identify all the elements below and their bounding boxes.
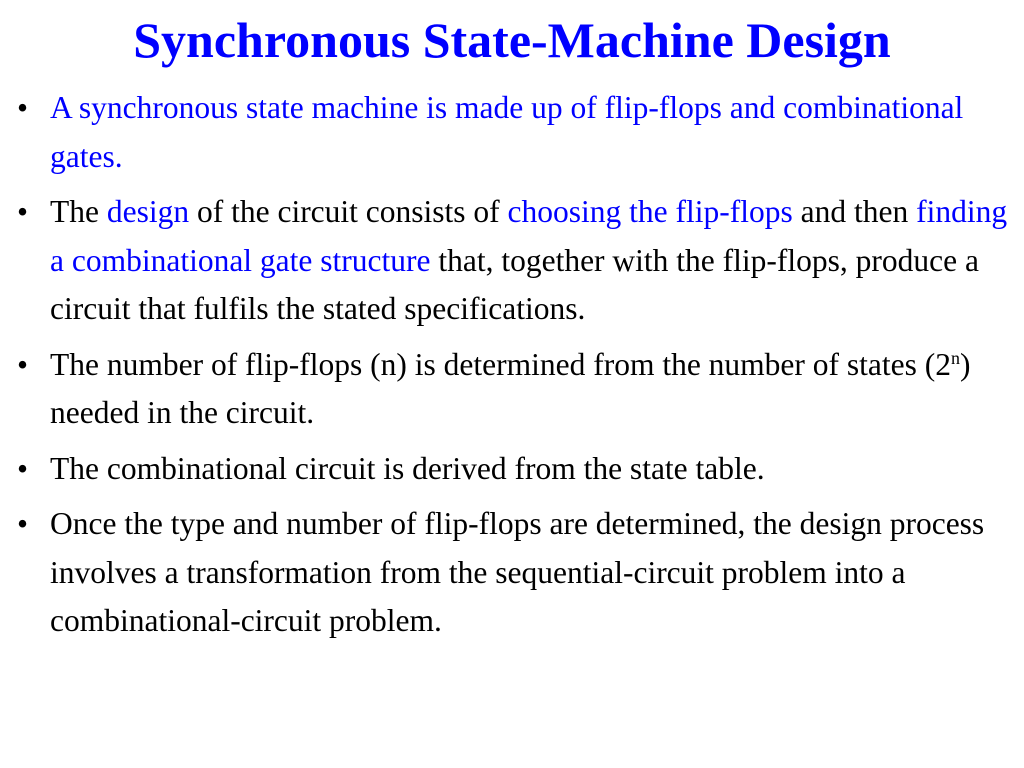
bullet-item-5 [17,500,1017,646]
bullet-icon: • [17,194,29,229]
bullet-text: The combinational circuit is derived from the state table. [50,450,765,486]
slide-title: Synchronous State-Machine Design [133,12,891,68]
bullet-icon: • [17,90,29,125]
superscript-n: n [951,347,960,368]
bullet-icon: • [17,450,29,486]
bullet-list [17,84,1017,653]
highlight-choosing-flip-flops: choosing the flip-flops [507,194,793,229]
bullet-text-part: ) needed in the circuit. [50,346,971,430]
highlight-design: design [106,194,190,229]
bullet-text-part: of the circuit consists of [189,194,508,229]
bullet-text: Once the type and number of flip-flops are determined, the design process involves a transformation from the sequential-circuit problem into a combinational-circuit problem. [50,506,985,638]
bullet-text-part: and then [792,194,917,229]
bullet-text-part: The [50,194,107,229]
bullet-item-3 [17,341,1017,438]
bullet-icon: • [17,506,29,541]
bullet-text: A synchronous state machine is made up of flip-flops and combinational gates. [50,90,964,174]
bullet-item-2 [17,188,1017,334]
bullet-text-part: that, together with the flip-flops, produce a circuit that fulfils the stated specifications. [50,242,979,326]
bullet-item-4 [17,445,1017,494]
bullet-icon: • [17,346,29,382]
bullet-item-1 [17,84,1017,181]
highlight-finding-gate-structure: finding a combinational gate structure [50,194,1008,278]
bullet-text-part: The number of flip-flops (n) is determined from the number of states (2 [50,346,951,382]
